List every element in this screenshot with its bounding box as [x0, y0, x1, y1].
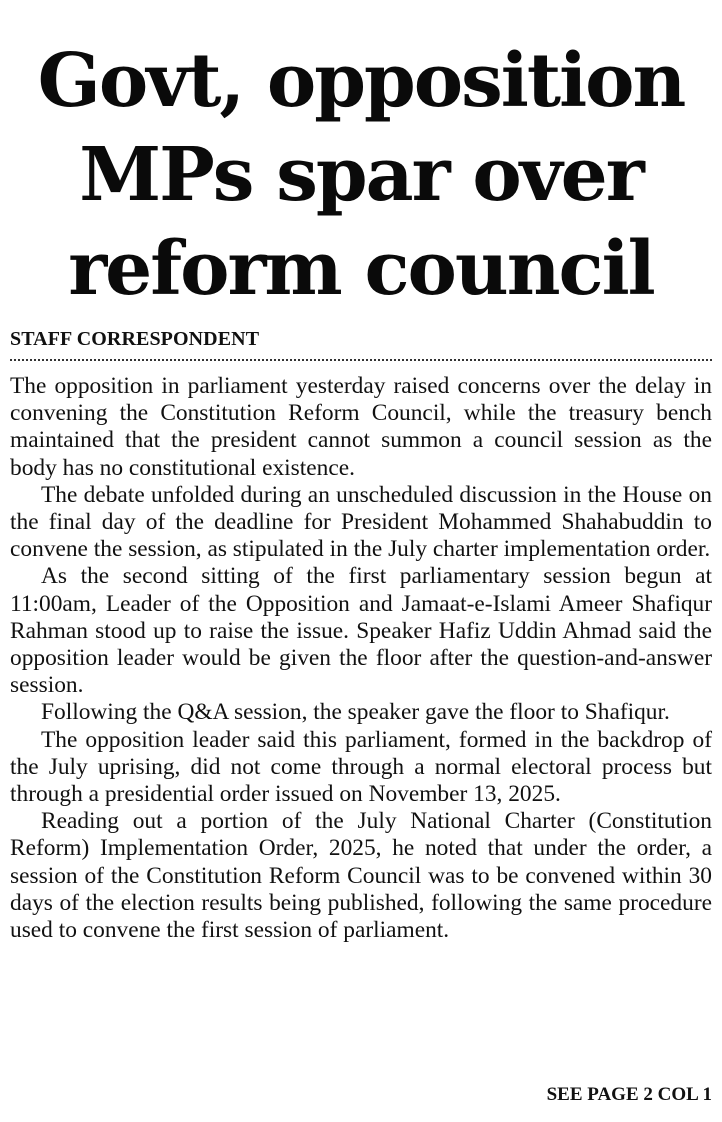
paragraph-6: Reading out a portion of the July National Charter (Constitution Reform) Implementation Order, 2025, he noted that under the order, a session of the Constitution Reform Council was to be convened within 30 days of the election results being published, following the same procedure used to convene the first session of parliament. [10, 808, 712, 944]
byline: STAFF CORRESPONDENT [10, 328, 260, 350]
paragraph-4: Following the Q&A session, the speaker gave the floor to Shafiqur. [41, 699, 670, 726]
paragraph-2: The debate unfolded during an unscheduled discussion in the House on the final day of the deadline for President Mohammed Shahabuddin to convene the session, as stipulated in the July charter implementation order. [10, 481, 712, 563]
article-body [10, 373, 712, 944]
paragraph-3: As the second sitting of the first parliamentary session begun at 11:00am, Leader of the Opposition and Jamaat-e-Islami Ameer Shafiqur Rahman stood up to raise the issue. Speaker Hafiz Uddin Ahmad said the opposition leader would be given the floor after the question-and-answer session. [10, 563, 712, 699]
continuation-reference[interactable]: SEE PAGE 2 COL 1 [546, 1084, 712, 1105]
headline-line-1: Govt, opposition [37, 38, 685, 124]
article [10, 0, 712, 1122]
headline-line-3: reform council [68, 226, 654, 312]
paragraph-5: The opposition leader said this parliament, formed in the backdrop of the July uprising, did not come through a normal electoral process but through a presidential order issued on November 13, 2025. [10, 726, 712, 808]
headline [10, 0, 712, 316]
paragraph-1: The opposition in parliament yesterday raised concerns over the delay in convening the Constitution Reform Council, while the treasury bench maintained that the president cannot summon a council session as the body has no constitutional existence. [10, 373, 712, 481]
headline-line-2: MPs spar over [79, 132, 643, 218]
dotted-divider [10, 359, 712, 361]
